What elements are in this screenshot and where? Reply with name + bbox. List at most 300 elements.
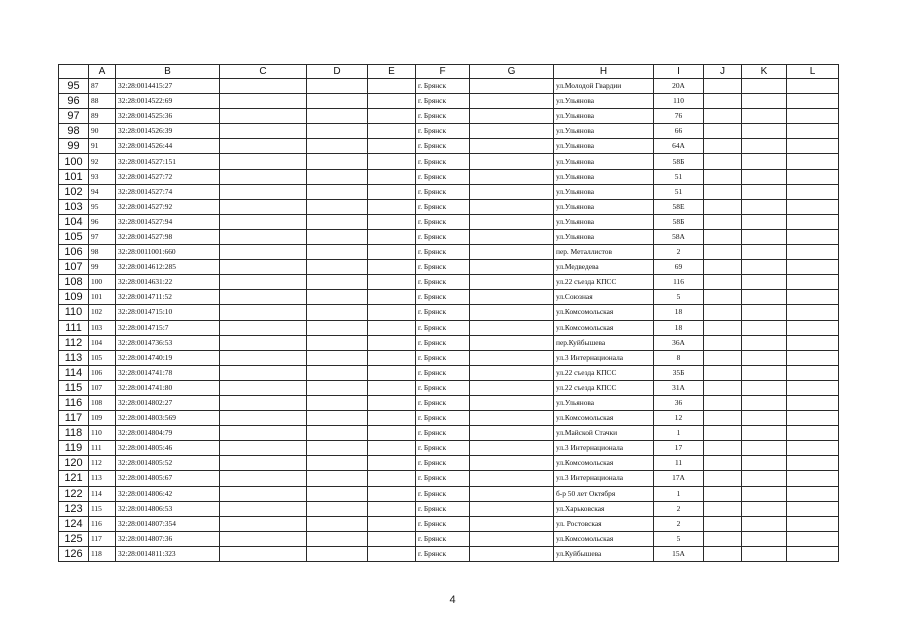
cell-a[interactable]: 108 [89, 395, 116, 410]
cell-d[interactable] [307, 456, 368, 471]
cell-g[interactable] [470, 350, 554, 365]
cell-g[interactable] [470, 79, 554, 94]
cell-d[interactable] [307, 305, 368, 320]
cell-c[interactable] [220, 124, 307, 139]
cell-d[interactable] [307, 441, 368, 456]
cell-f[interactable]: г. Брянск [416, 395, 470, 410]
cell-j[interactable] [704, 516, 742, 531]
cell-a[interactable]: 115 [89, 501, 116, 516]
row-header[interactable]: 115 [59, 380, 89, 395]
cell-d[interactable] [307, 501, 368, 516]
cell-l[interactable] [787, 335, 839, 350]
cell-k[interactable] [742, 245, 787, 260]
cell-l[interactable] [787, 169, 839, 184]
column-header-l[interactable]: L [787, 65, 839, 79]
cell-k[interactable] [742, 124, 787, 139]
cell-a[interactable]: 101 [89, 290, 116, 305]
cell-g[interactable] [470, 471, 554, 486]
cell-f[interactable]: г. Брянск [416, 486, 470, 501]
cell-d[interactable] [307, 79, 368, 94]
cell-k[interactable] [742, 260, 787, 275]
cell-g[interactable] [470, 109, 554, 124]
cell-k[interactable] [742, 531, 787, 546]
cell-d[interactable] [307, 124, 368, 139]
cell-j[interactable] [704, 350, 742, 365]
cell-h[interactable]: ул.Ульянова [554, 154, 654, 169]
cell-g[interactable] [470, 214, 554, 229]
cell-k[interactable] [742, 411, 787, 426]
cell-f[interactable]: г. Брянск [416, 199, 470, 214]
row-header[interactable]: 119 [59, 441, 89, 456]
cell-i[interactable]: 58Б [654, 154, 704, 169]
cell-a[interactable]: 103 [89, 320, 116, 335]
row-header[interactable]: 113 [59, 350, 89, 365]
cell-f[interactable]: г. Брянск [416, 154, 470, 169]
cell-l[interactable] [787, 320, 839, 335]
cell-c[interactable] [220, 501, 307, 516]
cell-k[interactable] [742, 305, 787, 320]
row-header[interactable]: 108 [59, 275, 89, 290]
cell-i[interactable]: 5 [654, 531, 704, 546]
cell-c[interactable] [220, 139, 307, 154]
cell-f[interactable]: г. Брянск [416, 290, 470, 305]
cell-b[interactable]: 32:28:0014526:44 [116, 139, 220, 154]
cell-d[interactable] [307, 365, 368, 380]
row-header[interactable]: 111 [59, 320, 89, 335]
cell-a[interactable]: 107 [89, 380, 116, 395]
cell-k[interactable] [742, 441, 787, 456]
cell-i[interactable]: 20А [654, 79, 704, 94]
cell-d[interactable] [307, 169, 368, 184]
cell-d[interactable] [307, 109, 368, 124]
column-header-f[interactable]: F [416, 65, 470, 79]
cell-c[interactable] [220, 411, 307, 426]
cell-l[interactable] [787, 305, 839, 320]
row-header[interactable]: 110 [59, 305, 89, 320]
cell-d[interactable] [307, 94, 368, 109]
cell-e[interactable] [368, 290, 416, 305]
cell-j[interactable] [704, 184, 742, 199]
cell-d[interactable] [307, 516, 368, 531]
cell-l[interactable] [787, 199, 839, 214]
cell-l[interactable] [787, 516, 839, 531]
cell-g[interactable] [470, 139, 554, 154]
cell-k[interactable] [742, 501, 787, 516]
cell-b[interactable]: 32:28:0014525:36 [116, 109, 220, 124]
cell-c[interactable] [220, 395, 307, 410]
cell-b[interactable]: 32:28:0014807:36 [116, 531, 220, 546]
cell-g[interactable] [470, 531, 554, 546]
cell-h[interactable]: ул.Молодой Гвардии [554, 79, 654, 94]
cell-l[interactable] [787, 290, 839, 305]
cell-i[interactable]: 51 [654, 169, 704, 184]
cell-c[interactable] [220, 169, 307, 184]
corner-header[interactable] [59, 65, 89, 79]
cell-f[interactable]: г. Брянск [416, 124, 470, 139]
cell-k[interactable] [742, 335, 787, 350]
cell-f[interactable]: г. Брянск [416, 229, 470, 244]
cell-g[interactable] [470, 229, 554, 244]
cell-e[interactable] [368, 154, 416, 169]
cell-j[interactable] [704, 199, 742, 214]
cell-d[interactable] [307, 426, 368, 441]
cell-b[interactable]: 32:28:0014527:92 [116, 199, 220, 214]
cell-l[interactable] [787, 471, 839, 486]
cell-a[interactable]: 104 [89, 335, 116, 350]
cell-e[interactable] [368, 411, 416, 426]
cell-a[interactable]: 111 [89, 441, 116, 456]
cell-g[interactable] [470, 441, 554, 456]
cell-l[interactable] [787, 486, 839, 501]
cell-f[interactable]: г. Брянск [416, 471, 470, 486]
cell-j[interactable] [704, 275, 742, 290]
cell-b[interactable]: 32:28:0014741:78 [116, 365, 220, 380]
cell-a[interactable]: 116 [89, 516, 116, 531]
cell-e[interactable] [368, 260, 416, 275]
cell-i[interactable]: 66 [654, 124, 704, 139]
cell-e[interactable] [368, 199, 416, 214]
cell-h[interactable]: ул.Ульянова [554, 139, 654, 154]
cell-b[interactable]: 32:28:0014715:10 [116, 305, 220, 320]
cell-a[interactable]: 97 [89, 229, 116, 244]
cell-l[interactable] [787, 154, 839, 169]
cell-g[interactable] [470, 260, 554, 275]
cell-c[interactable] [220, 109, 307, 124]
cell-k[interactable] [742, 109, 787, 124]
cell-f[interactable]: г. Брянск [416, 350, 470, 365]
cell-k[interactable] [742, 471, 787, 486]
cell-d[interactable] [307, 486, 368, 501]
cell-e[interactable] [368, 320, 416, 335]
cell-b[interactable]: 32:28:0014806:53 [116, 501, 220, 516]
cell-d[interactable] [307, 380, 368, 395]
cell-g[interactable] [470, 395, 554, 410]
cell-i[interactable]: 17А [654, 471, 704, 486]
cell-h[interactable]: ул.Комсомольская [554, 411, 654, 426]
cell-k[interactable] [742, 456, 787, 471]
cell-d[interactable] [307, 199, 368, 214]
cell-f[interactable]: г. Брянск [416, 501, 470, 516]
cell-l[interactable] [787, 501, 839, 516]
cell-i[interactable]: 116 [654, 275, 704, 290]
cell-j[interactable] [704, 486, 742, 501]
cell-c[interactable] [220, 214, 307, 229]
cell-j[interactable] [704, 471, 742, 486]
cell-g[interactable] [470, 199, 554, 214]
row-header[interactable]: 109 [59, 290, 89, 305]
cell-l[interactable] [787, 184, 839, 199]
cell-j[interactable] [704, 546, 742, 561]
cell-k[interactable] [742, 395, 787, 410]
cell-c[interactable] [220, 350, 307, 365]
cell-h[interactable]: ул.22 съезда КПСС [554, 365, 654, 380]
cell-a[interactable]: 96 [89, 214, 116, 229]
row-header[interactable]: 125 [59, 531, 89, 546]
column-header-g[interactable]: G [470, 65, 554, 79]
cell-h[interactable]: ул.Куйбышева [554, 546, 654, 561]
cell-k[interactable] [742, 320, 787, 335]
cell-e[interactable] [368, 456, 416, 471]
cell-d[interactable] [307, 320, 368, 335]
cell-l[interactable] [787, 350, 839, 365]
cell-a[interactable]: 102 [89, 305, 116, 320]
cell-i[interactable]: 110 [654, 94, 704, 109]
cell-e[interactable] [368, 109, 416, 124]
cell-l[interactable] [787, 275, 839, 290]
cell-j[interactable] [704, 320, 742, 335]
cell-c[interactable] [220, 441, 307, 456]
cell-g[interactable] [470, 411, 554, 426]
row-header[interactable]: 103 [59, 199, 89, 214]
row-header[interactable]: 99 [59, 139, 89, 154]
cell-l[interactable] [787, 260, 839, 275]
cell-b[interactable]: 32:28:0014526:39 [116, 124, 220, 139]
cell-i[interactable]: 35Б [654, 365, 704, 380]
cell-j[interactable] [704, 365, 742, 380]
cell-g[interactable] [470, 124, 554, 139]
cell-j[interactable] [704, 395, 742, 410]
column-header-a[interactable]: A [89, 65, 116, 79]
cell-i[interactable]: 58Е [654, 199, 704, 214]
cell-b[interactable]: 32:28:0014740:19 [116, 350, 220, 365]
cell-h[interactable]: ул.Ульянова [554, 109, 654, 124]
cell-j[interactable] [704, 245, 742, 260]
cell-a[interactable]: 93 [89, 169, 116, 184]
cell-b[interactable]: 32:28:0014802:27 [116, 395, 220, 410]
cell-d[interactable] [307, 260, 368, 275]
cell-i[interactable]: 1 [654, 426, 704, 441]
cell-e[interactable] [368, 245, 416, 260]
cell-k[interactable] [742, 426, 787, 441]
cell-l[interactable] [787, 109, 839, 124]
cell-i[interactable]: 15А [654, 546, 704, 561]
cell-k[interactable] [742, 546, 787, 561]
cell-f[interactable]: г. Брянск [416, 411, 470, 426]
cell-e[interactable] [368, 471, 416, 486]
cell-d[interactable] [307, 350, 368, 365]
cell-f[interactable]: г. Брянск [416, 365, 470, 380]
cell-k[interactable] [742, 139, 787, 154]
cell-f[interactable]: г. Брянск [416, 79, 470, 94]
cell-b[interactable]: 32:28:0014631:22 [116, 275, 220, 290]
cell-e[interactable] [368, 486, 416, 501]
cell-d[interactable] [307, 245, 368, 260]
cell-d[interactable] [307, 214, 368, 229]
cell-f[interactable]: г. Брянск [416, 426, 470, 441]
cell-d[interactable] [307, 395, 368, 410]
cell-b[interactable]: 32:28:0014522:69 [116, 94, 220, 109]
cell-l[interactable] [787, 456, 839, 471]
cell-g[interactable] [470, 335, 554, 350]
cell-b[interactable]: 32:28:0014804:79 [116, 426, 220, 441]
cell-b[interactable]: 32:28:0014805:52 [116, 456, 220, 471]
cell-a[interactable]: 100 [89, 275, 116, 290]
column-header-d[interactable]: D [307, 65, 368, 79]
cell-b[interactable]: 32:28:0014612:285 [116, 260, 220, 275]
cell-f[interactable]: г. Брянск [416, 335, 470, 350]
cell-c[interactable] [220, 275, 307, 290]
cell-i[interactable]: 2 [654, 245, 704, 260]
cell-i[interactable]: 8 [654, 350, 704, 365]
cell-i[interactable]: 64А [654, 139, 704, 154]
cell-e[interactable] [368, 531, 416, 546]
cell-a[interactable]: 106 [89, 365, 116, 380]
cell-l[interactable] [787, 245, 839, 260]
cell-a[interactable]: 89 [89, 109, 116, 124]
cell-e[interactable] [368, 516, 416, 531]
cell-k[interactable] [742, 79, 787, 94]
cell-b[interactable]: 32:28:0014805:46 [116, 441, 220, 456]
cell-d[interactable] [307, 290, 368, 305]
cell-g[interactable] [470, 154, 554, 169]
cell-c[interactable] [220, 546, 307, 561]
cell-j[interactable] [704, 109, 742, 124]
cell-f[interactable]: г. Брянск [416, 456, 470, 471]
row-header[interactable]: 123 [59, 501, 89, 516]
cell-c[interactable] [220, 516, 307, 531]
cell-g[interactable] [470, 169, 554, 184]
cell-e[interactable] [368, 365, 416, 380]
cell-i[interactable]: 31А [654, 380, 704, 395]
cell-h[interactable]: ул.Ульянова [554, 214, 654, 229]
cell-g[interactable] [470, 546, 554, 561]
cell-c[interactable] [220, 305, 307, 320]
cell-k[interactable] [742, 290, 787, 305]
row-header[interactable]: 112 [59, 335, 89, 350]
row-header[interactable]: 121 [59, 471, 89, 486]
cell-b[interactable]: 32:28:0014527:94 [116, 214, 220, 229]
cell-i[interactable]: 2 [654, 501, 704, 516]
cell-i[interactable]: 51 [654, 184, 704, 199]
cell-f[interactable]: г. Брянск [416, 516, 470, 531]
cell-a[interactable]: 87 [89, 79, 116, 94]
cell-c[interactable] [220, 531, 307, 546]
cell-c[interactable] [220, 260, 307, 275]
cell-l[interactable] [787, 139, 839, 154]
row-header[interactable]: 116 [59, 395, 89, 410]
cell-a[interactable]: 91 [89, 139, 116, 154]
cell-f[interactable]: г. Брянск [416, 245, 470, 260]
cell-i[interactable]: 11 [654, 456, 704, 471]
cell-l[interactable] [787, 365, 839, 380]
cell-c[interactable] [220, 94, 307, 109]
cell-d[interactable] [307, 184, 368, 199]
row-header[interactable]: 106 [59, 245, 89, 260]
cell-i[interactable]: 2 [654, 516, 704, 531]
cell-b[interactable]: 32:28:0014736:53 [116, 335, 220, 350]
cell-c[interactable] [220, 229, 307, 244]
row-header[interactable]: 124 [59, 516, 89, 531]
cell-g[interactable] [470, 320, 554, 335]
cell-j[interactable] [704, 335, 742, 350]
row-header[interactable]: 122 [59, 486, 89, 501]
cell-b[interactable]: 32:28:0014741:80 [116, 380, 220, 395]
row-header[interactable]: 126 [59, 546, 89, 561]
cell-j[interactable] [704, 305, 742, 320]
cell-h[interactable]: ул.Комсомольская [554, 531, 654, 546]
cell-a[interactable]: 118 [89, 546, 116, 561]
cell-a[interactable]: 112 [89, 456, 116, 471]
cell-i[interactable]: 36А [654, 335, 704, 350]
cell-j[interactable] [704, 426, 742, 441]
row-header[interactable]: 120 [59, 456, 89, 471]
cell-h[interactable]: ул.3 Интернационала [554, 471, 654, 486]
cell-f[interactable]: г. Брянск [416, 184, 470, 199]
cell-c[interactable] [220, 320, 307, 335]
cell-k[interactable] [742, 350, 787, 365]
cell-f[interactable]: г. Брянск [416, 214, 470, 229]
cell-j[interactable] [704, 79, 742, 94]
row-header[interactable]: 95 [59, 79, 89, 94]
cell-k[interactable] [742, 94, 787, 109]
cell-b[interactable]: 32:28:0014527:72 [116, 169, 220, 184]
cell-c[interactable] [220, 184, 307, 199]
cell-j[interactable] [704, 139, 742, 154]
cell-l[interactable] [787, 94, 839, 109]
cell-h[interactable]: ул.Ульянова [554, 94, 654, 109]
row-header[interactable]: 117 [59, 411, 89, 426]
cell-d[interactable] [307, 139, 368, 154]
cell-e[interactable] [368, 184, 416, 199]
cell-j[interactable] [704, 501, 742, 516]
cell-e[interactable] [368, 426, 416, 441]
row-header[interactable]: 105 [59, 229, 89, 244]
cell-h[interactable]: ул.Медведева [554, 260, 654, 275]
cell-f[interactable]: г. Брянск [416, 320, 470, 335]
cell-h[interactable]: б-р 50 лет Октября [554, 486, 654, 501]
cell-a[interactable]: 98 [89, 245, 116, 260]
cell-b[interactable]: 32:28:0014715:7 [116, 320, 220, 335]
cell-j[interactable] [704, 456, 742, 471]
cell-i[interactable]: 58Б [654, 214, 704, 229]
cell-g[interactable] [470, 184, 554, 199]
cell-e[interactable] [368, 94, 416, 109]
column-header-c[interactable]: C [220, 65, 307, 79]
cell-b[interactable]: 32:28:0014415:27 [116, 79, 220, 94]
cell-c[interactable] [220, 199, 307, 214]
cell-a[interactable]: 110 [89, 426, 116, 441]
cell-k[interactable] [742, 275, 787, 290]
cell-d[interactable] [307, 229, 368, 244]
cell-l[interactable] [787, 441, 839, 456]
cell-g[interactable] [470, 501, 554, 516]
cell-k[interactable] [742, 154, 787, 169]
cell-d[interactable] [307, 411, 368, 426]
cell-e[interactable] [368, 380, 416, 395]
cell-f[interactable]: г. Брянск [416, 531, 470, 546]
cell-d[interactable] [307, 531, 368, 546]
cell-d[interactable] [307, 335, 368, 350]
cell-j[interactable] [704, 290, 742, 305]
cell-i[interactable]: 58А [654, 229, 704, 244]
cell-h[interactable]: пер. Металлистов [554, 245, 654, 260]
cell-f[interactable]: г. Брянск [416, 260, 470, 275]
cell-c[interactable] [220, 380, 307, 395]
cell-e[interactable] [368, 335, 416, 350]
column-header-h[interactable]: H [554, 65, 654, 79]
cell-g[interactable] [470, 516, 554, 531]
cell-k[interactable] [742, 214, 787, 229]
cell-b[interactable]: 32:28:0014806:42 [116, 486, 220, 501]
cell-b[interactable]: 32:28:0014711:52 [116, 290, 220, 305]
cell-k[interactable] [742, 184, 787, 199]
cell-g[interactable] [470, 486, 554, 501]
row-header[interactable]: 96 [59, 94, 89, 109]
cell-c[interactable] [220, 486, 307, 501]
cell-b[interactable]: 32:28:0014805:67 [116, 471, 220, 486]
row-header[interactable]: 107 [59, 260, 89, 275]
cell-a[interactable]: 117 [89, 531, 116, 546]
